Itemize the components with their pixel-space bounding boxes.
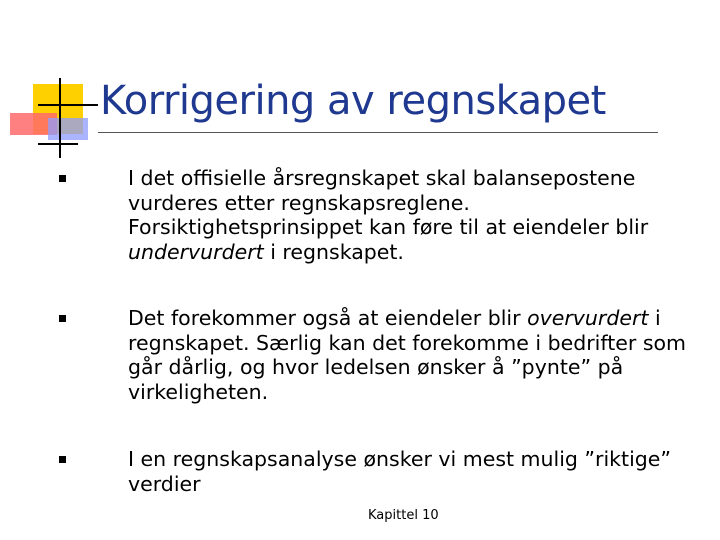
- slide-title: Korrigering av regnskapet: [100, 78, 606, 124]
- bullet-text: Det forekommer også at eiendeler blir: [128, 306, 528, 330]
- title-underline: [98, 132, 658, 133]
- bullet-item: [128, 166, 698, 264]
- decor-blue-bar: [48, 118, 88, 140]
- slide-footer: Kapittel 10: [368, 508, 439, 523]
- bullet-emphasis: overvurdert: [527, 306, 649, 330]
- bullet-text-end: i regnskapet. Særlig kan det forekomme i bedrifter som går dårlig, og hvor ledelsen ønsker å ”pynte” på virkeligheten.: [128, 306, 687, 404]
- decor-vertical-line: [59, 78, 61, 158]
- square-bullet-icon: [59, 456, 66, 463]
- bullet-text: I det offisielle årsregnskapet skal balansepostene vurderes etter regnskapsreglene. Forsiktighetsprinsippet kan føre til at eiendeler blir: [128, 166, 649, 239]
- bullet-item: [128, 447, 698, 496]
- bullet-text-end: i regnskapet.: [263, 239, 404, 264]
- bullet-item: [128, 306, 698, 404]
- square-bullet-icon: [59, 315, 66, 322]
- bullet-text: I en regnskapsanalyse ønsker vi mest mulig ”riktige” verdier: [128, 447, 672, 496]
- bullet-emphasis: undervurdert: [128, 239, 264, 264]
- decor-horizontal-line: [38, 104, 98, 106]
- decor-horizontal-line-lower: [38, 143, 78, 145]
- square-bullet-icon: [59, 175, 66, 182]
